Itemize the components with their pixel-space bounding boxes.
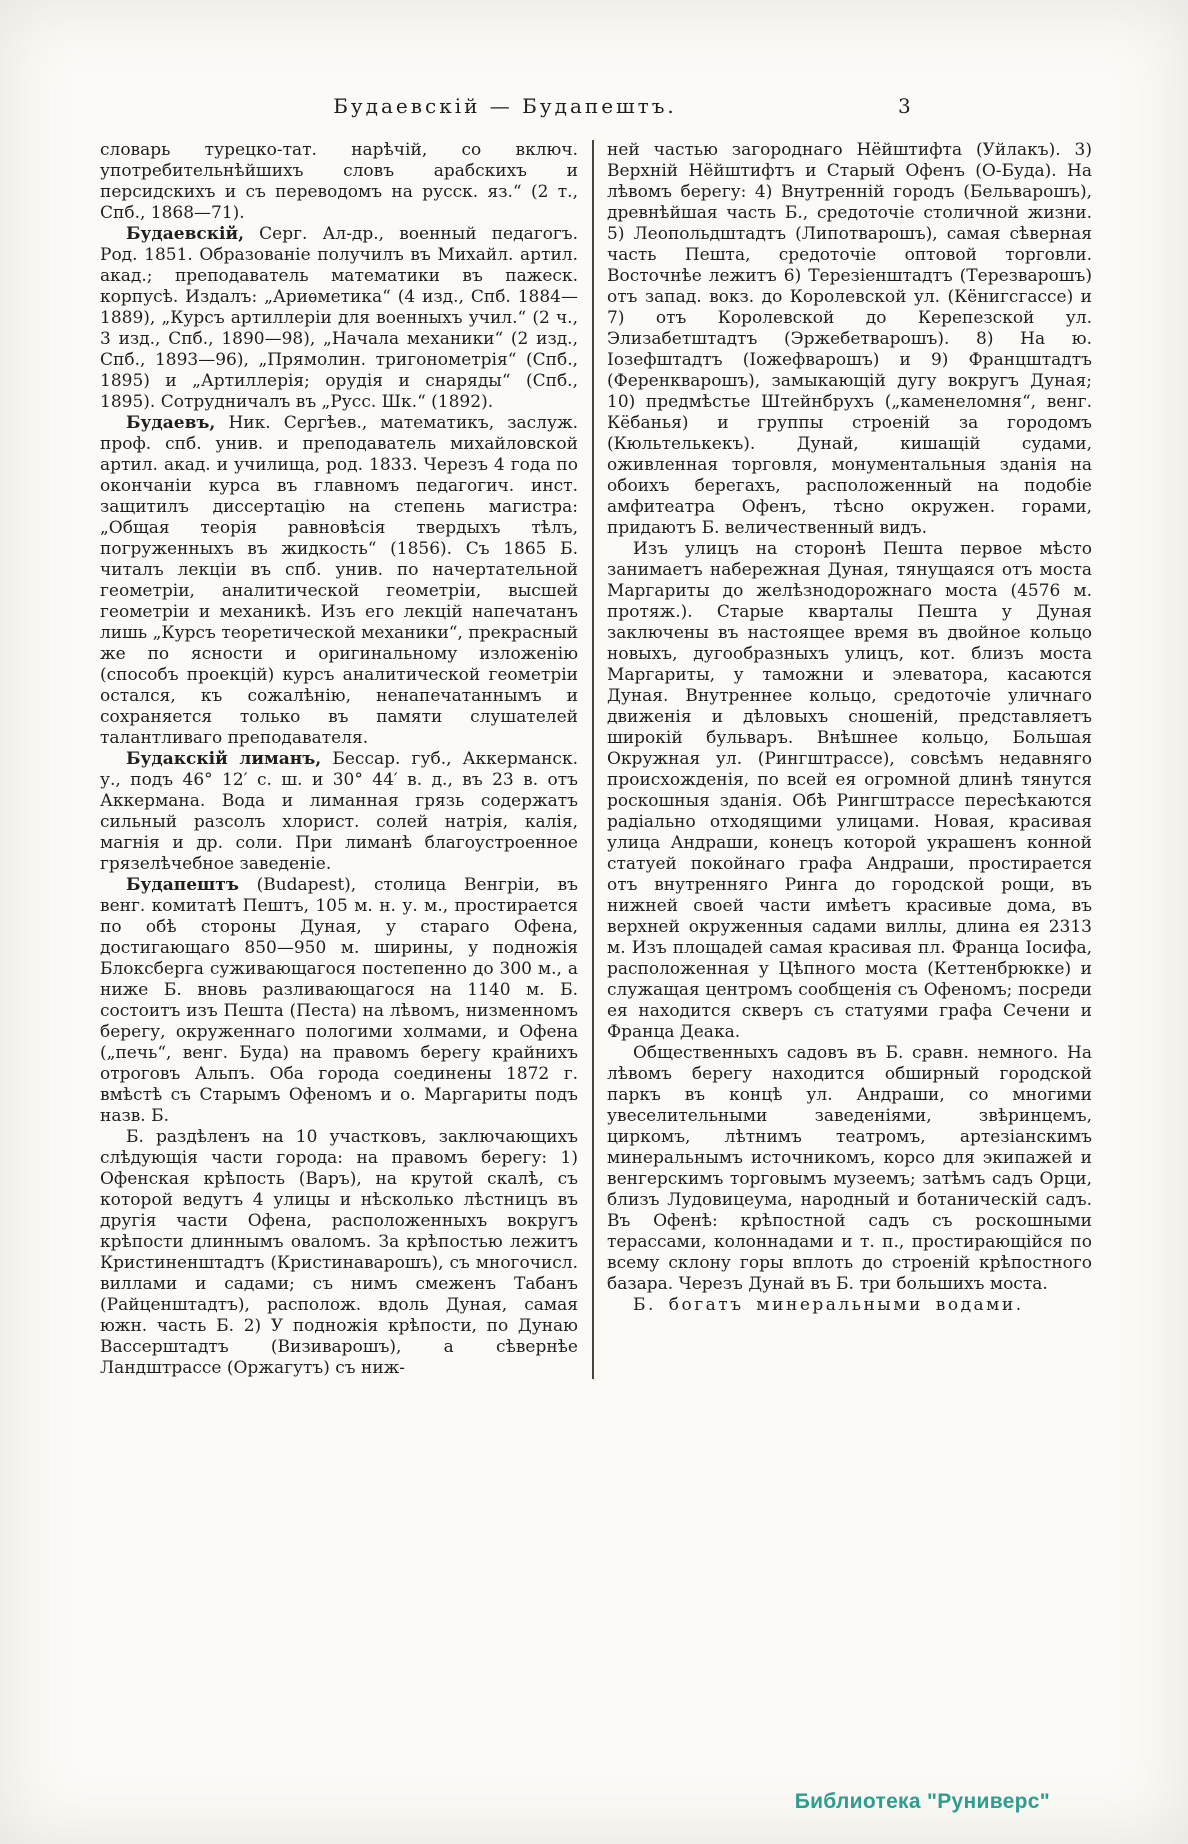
page-header bbox=[100, 94, 1092, 124]
left-column bbox=[100, 140, 578, 1379]
paragraph-text: Бессар. губ., Аккерманск. у., подъ 46° 12′ с. ш. и 30° 44′ в. д., въ 23 в. отъ Аккермана. Вода и лиманная грязь содержатъ сильный разсолъ хлорист. солей натрія, калія, магнія и др. соли. При лиманѣ благоустроенное грязелѣчебное заведеніе. bbox=[100, 749, 578, 874]
paragraph-text: (Budapest), столица Венгріи, въ венг. комитатѣ Пештъ, 105 м. н. у. м., простирается по обѣ стороны Дуная, у стараго Офена, достигающаго 850—950 м. ширины, у подножія Блоксберга суживающагося постепенно до 300 м., а ниже Б. вновь разливающагося на 1140 м. Б. состоитъ изъ Пешта (Песта) на лѣвомъ, низменномъ берегу, окруженнаго пологими холмами, и Офена („печь“, венг. Буда) на правомъ берегу крайнихъ отроговъ Альпъ. Оба города соединены 1872 г. вмѣстѣ съ Старымъ Офеномъ и о. Маргариты подъ назв. Б. bbox=[100, 875, 578, 1126]
right-column bbox=[607, 140, 1092, 1379]
entry-headword: Будакскій лиманъ, bbox=[126, 749, 322, 769]
paragraph-text: ней частью загороднаго Нёйштифта (Уйлакъ). 3) Верхній Нёйштифтъ и Старый Офенъ (О-Буда). На лѣвомъ берегу: 4) Внутренній городъ (Бельварошъ), древнѣйшая часть Б., средоточіе столичной жизни. 5) Леопольдштадтъ (Липотварошъ), самая сѣверная часть Пешта, средоточіе оптовой торговли. Восточнѣе лежитъ 6) Терезіенштадтъ (Терезварошъ) отъ запад. вокз. до Королевской ул. (Кёнигсгассе) и 7) отъ Королевской до Керепезской ул. Элизабетштадтъ (Эржебетварошъ). 8) На ю. Іозефштадтъ (Іожефварошъ) и 9) Францштадтъ (Ференкварошъ), замыкающій дугу вокругъ Дуная; 10) предмѣстье Штейнбрухъ („каменеломня“, венг. Кёбанья) и группы строеній за городомъ (Кюльтелькекъ). Дунай, кишащій судами, оживленная торговля, монументальныя зданія на обоихъ берегахъ, расположенный на подобіе амфитеатра Офенъ, тѣсно окружен. горами, придаютъ Б. величественный видъ. bbox=[607, 140, 1092, 538]
entry-budakskiy-liman bbox=[100, 749, 578, 875]
entry-budapest-districts-continuation bbox=[607, 140, 1092, 539]
paragraph-text: Общественныхъ садовъ въ Б. сравн. немного. На лѣвомъ берегу находится обширный городской паркъ въ концѣ ул. Андраши, со многими увеселительными заведеніями, звѣринцемъ, циркомъ, лѣтнимъ театромъ, артезіанскимъ минеральнымъ источникомъ, корсо для экипажей и венгерскимъ торговымъ музеемъ; затѣмъ садъ Орци, близъ Лудовицеума, народный и ботаническій садъ. Въ Офенѣ: крѣпостной садъ съ роскошными терассами, колоннадами и т. п., простирающійся по всему склону горы вплоть до строеній крѣпостного базара. Черезъ Дунай въ Б. три большихъ моста. bbox=[607, 1043, 1092, 1294]
entry-budapest-streets-paragraph bbox=[607, 539, 1092, 1043]
entry-budapest-gardens-paragraph bbox=[607, 1043, 1092, 1295]
entry-budaev bbox=[100, 413, 578, 749]
column-divider-rule bbox=[592, 140, 594, 1379]
two-column-text bbox=[100, 140, 1092, 1379]
runivers-library-watermark: Библиотека "Руниверс" bbox=[794, 1790, 1050, 1813]
paragraph-text: Ник. Сергѣев., математикъ, заслуж. проф. спб. унив. и преподаватель михайловской артил. акад. и училища, род. 1833. Черезъ 4 года по окончаніи курса въ главномъ педагогич. инст. защитилъ диссертацію на степень магистра: „Общая теорія равновѣсія твердыхъ тѣлъ, погруженныхъ въ жидкость“ (1856). Съ 1865 Б. читалъ лекціи въ спб. унив. по начертательной геометріи, аналитической геометріи, высшей геометріи и механикѣ. Изъ его лекцій напечатанъ лишь „Курсъ теоретической механики“, прекрасный же по ясности и оригинальному изложенію (способъ проекцій) курсъ аналитической геометріи остался, къ сожалѣнію, ненапечатаннымъ и сохраняется только въ памяти слушателей талантливаго преподавателя. bbox=[100, 413, 578, 748]
paragraph-text: словарь турецко-тат. нарѣчій, со включ. употребительнѣйшихъ словъ арабскихъ и персидскихъ и съ переводомъ на русск. яз.“ (2 т., Спб., 1868—71). bbox=[100, 140, 578, 223]
entry-headword: Будаевскій, bbox=[126, 224, 244, 244]
entry-headword: Будапештъ bbox=[126, 875, 239, 895]
entry-budaevskiy bbox=[100, 224, 578, 413]
entry-headword: Будаевъ, bbox=[126, 413, 216, 433]
paragraph-text: Серг. Ал-др., военный педагогъ. Род. 1851. Образованіе получилъ въ Михайл. артил. акад.; преподаватель математики въ пажеск. корпусѣ. Издалъ: „Ариѳметика“ (4 изд., Спб. 1884—1889), „Курсъ артиллеріи для военныхъ учил.“ (2 ч., 3 изд., Спб., 1890—98), „Начала механики“ (2 изд., Спб., 1893—96), „Прямолин. тригонометрія“ (Спб., 1895) и „Артиллерія; орудія и снаряды“ (Спб., 1895). Сотрудничалъ въ „Русс. Шк.“ (1892). bbox=[100, 224, 578, 412]
running-title: Будаевскій — Будапештъ. bbox=[333, 94, 677, 118]
entry-budapest bbox=[100, 875, 578, 1127]
column-gutter bbox=[578, 140, 607, 1379]
entry-budapest-districts-paragraph bbox=[100, 1127, 578, 1379]
paragraph-text: Изъ улицъ на сторонѣ Пешта первое мѣсто занимаетъ набережная Дуная, тянущаяся отъ моста Маргариты до желѣзнодорожнаго моста (4576 м. протяж.). Старые кварталы Пешта у Дуная заключены въ настоящее время въ двойное кольцо новыхъ, дугообразныхъ улицъ, кот. близъ моста Маргариты, у таможни и элеватора, касаются Дуная. Внутреннее кольцо, средоточіе уличнаго движенія и дѣловыхъ сношеній, представляетъ широкій бульваръ. Внѣшнее кольцо, Большая Окружная ул. (Рингштрассе), совсѣмъ недавняго происхожденія, по всей ея огромной длинѣ тянутся роскошныя зданія. Обѣ Рингштрассе пересѣкаются радіально отходящими улицами. Новая, красивая улица Андраши, конецъ которой украшенъ конной статуей покойнаго графа Андраши, простирается отъ внутренняго Ринга до городской рощи, въ нижней своей части имѣетъ красивые дома, въ верхней окруженныя садами виллы, длина ея 2313 м. Изъ площадей самая красивая пл. Франца Іосифа, расположенная у Цѣпного моста (Кеттенбрюкке) и служащая центромъ сообщенія съ Офеномъ; посреди ея находится скверъ съ статуями графа Сечени и Франца Деака. bbox=[607, 539, 1092, 1042]
entry-budapest-mineral-waters-line bbox=[607, 1295, 1092, 1316]
paragraph-text: Б. богатъ минеральными водами. bbox=[633, 1295, 1024, 1315]
paragraph-text: Б. раздѣленъ на 10 участковъ, заключающихъ слѣдующія части города: на правомъ берегу: 1) Офенская крѣпость (Варъ), на крутой скалѣ, съ которой ведутъ 4 улицы и нѣсколько лѣстницъ въ другія части Офена, расположенныхъ вокругъ крѣпости длиннымъ оваломъ. За крѣпостью лежитъ Кристиненштадтъ (Кристинаварошъ), съ многочисл. виллами и садами; съ нимъ смеженъ Табанъ (Райценштадтъ), располож. вдоль Дуная, самая южн. часть Б. 2) У подножія крѣпости, по Дунаю Вассерштадтъ (Визиварошъ), а сѣвернѣе Ландштрассе (Оржагутъ) съ ниж- bbox=[100, 1127, 578, 1378]
entry-continuation-paragraph bbox=[100, 140, 578, 224]
page-number: 3 bbox=[898, 94, 911, 118]
